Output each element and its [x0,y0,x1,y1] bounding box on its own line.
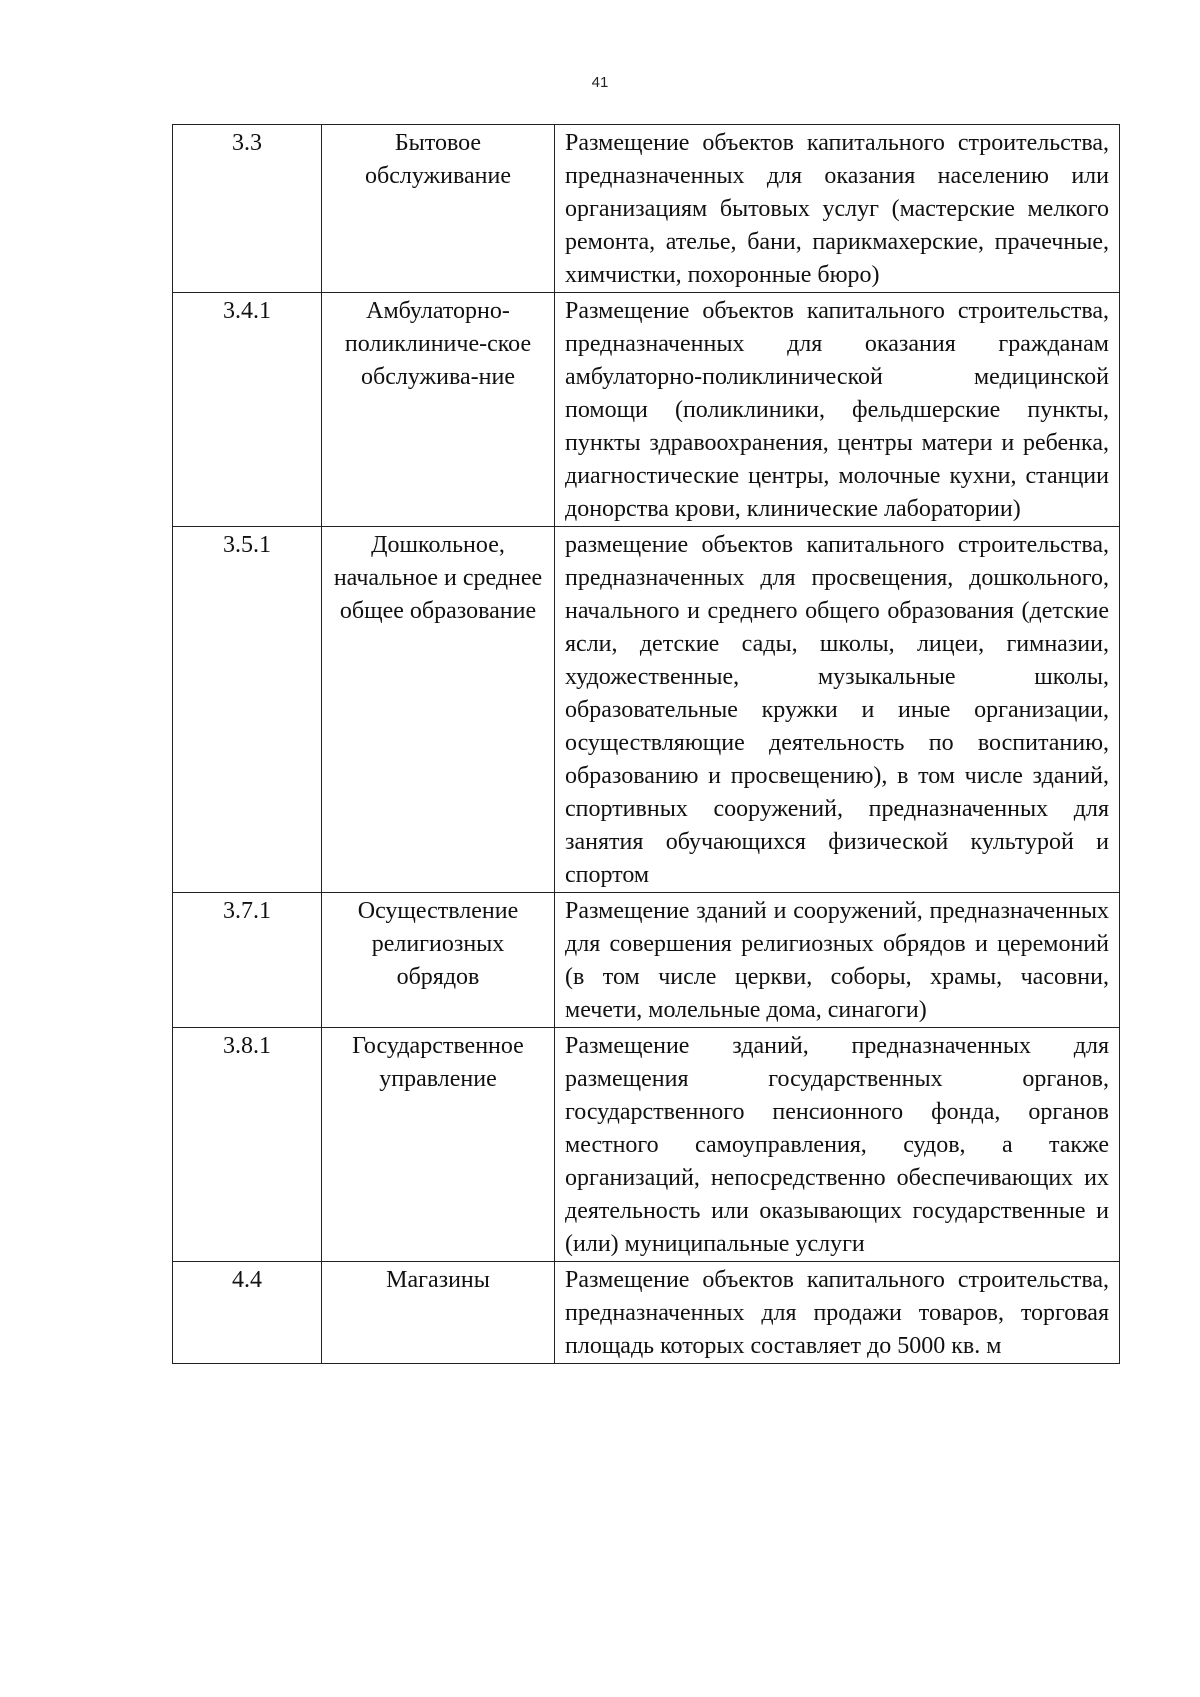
land-use-table [172,124,1120,1364]
table-row [173,125,1120,293]
row-code: 3.3 [173,125,322,293]
row-code: 4.4 [173,1262,322,1364]
row-code: 3.7.1 [173,893,322,1028]
row-name: Бытовое обслуживание [322,125,555,293]
row-name: Осуществление религиозных обрядов [322,893,555,1028]
table-row [173,893,1120,1028]
table-row [173,527,1120,893]
row-description: Размещение объектов капитального строительства, предназначенных для оказания гражданам амбулаторно-поликлинической медицинской помощи (поликлиники, фельдшерские пункты, пункты здравоохранения, центры матери и ребенка, диагностические центры, молочные кухни, станции донорства крови, клинические лаборатории) [555,293,1120,527]
row-description: Размещение зданий и сооружений, предназначенных для совершения религиозных обрядов и церемоний (в том числе церкви, соборы, храмы, часовни, мечети, молельные дома, синагоги) [555,893,1120,1028]
table-row [173,293,1120,527]
table-row [173,1262,1120,1364]
row-description: размещение объектов капитального строительства, предназначенных для просвещения, дошкольного, начального и среднего общего образования (детские ясли, детские сады, школы, лицеи, гимназии, художественные, музыкальные школы, образовательные кружки и иные организации, осуществляющие деятельность по воспитанию, образованию и просвещению), в том числе зданий, спортивных сооружений, предназначенных для занятия обучающихся физической культурой и спортом [555,527,1120,893]
row-code: 3.8.1 [173,1028,322,1262]
row-name: Амбулаторно-поликлиниче-ское обслужива-ние [322,293,555,527]
row-name: Магазины [322,1262,555,1364]
row-code: 3.4.1 [173,293,322,527]
row-name: Дошкольное, начальное и среднее общее образование [322,527,555,893]
row-description: Размещение объектов капитального строительства, предназначенных для продажи товаров, торговая площадь которых составляет до 5000 кв. м [555,1262,1120,1364]
row-code: 3.5.1 [173,527,322,893]
page-number: 41 [591,74,609,91]
row-name: Государственное управление [322,1028,555,1262]
row-description: Размещение объектов капитального строительства, предназначенных для оказания населению или организациям бытовых услуг (мастерские мелкого ремонта, ателье, бани, парикмахерские, прачечные, химчистки, похоронные бюро) [555,125,1120,293]
row-description: Размещение зданий, предназначенных для размещения государственных органов, государственного пенсионного фонда, органов местного самоуправления, судов, а также организаций, непосредственно обеспечивающих их деятельность или оказывающих государственные и (или) муниципальные услуги [555,1028,1120,1262]
table-row [173,1028,1120,1262]
